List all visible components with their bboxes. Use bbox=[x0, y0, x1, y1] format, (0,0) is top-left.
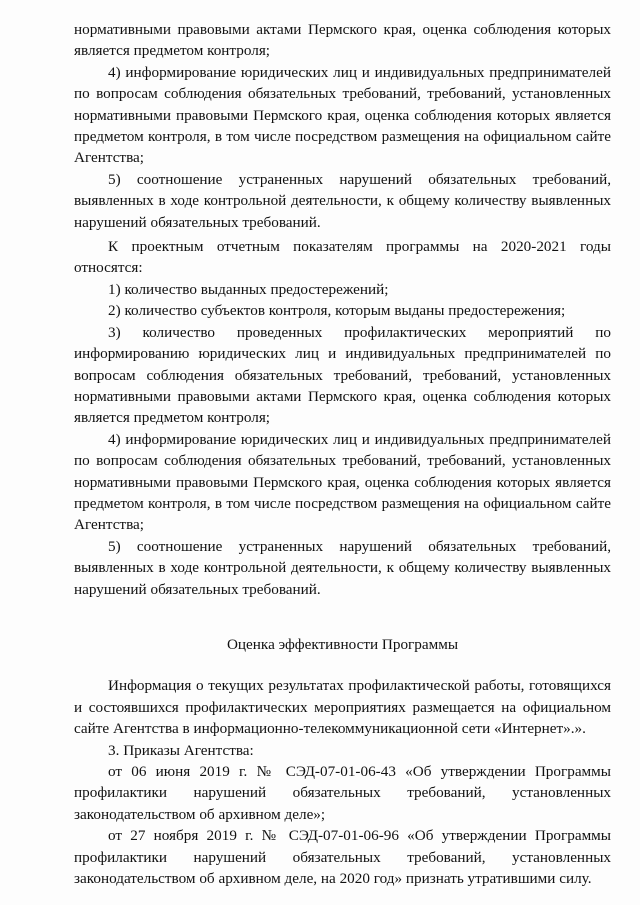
paragraph-ratio: 5) соотношение устраненных нарушений обязательных требований, выявленных в ходе контрольной деятельности, к общему количеству выявленных нарушений обязательных требований. bbox=[74, 170, 611, 231]
document-body bbox=[74, 19, 611, 889]
list-item-events-count: 3) количество проведенных профилактических мероприятий по информированию юридических лиц и индивидуальных предпринимателей по вопросам соблюдения обязательных требований, требований, установленных нормативными правовыми актами Пермского края, оценка соблюдения которых является предметом контроля; bbox=[74, 323, 611, 427]
list-item-subjects-count: 2) количество субъектов контроля, которым выданы предостережения; bbox=[108, 302, 566, 320]
section-heading: Оценка эффективности Программы bbox=[226, 635, 459, 653]
list-item-ratio: 5) соотношение устраненных нарушений обязательных требований, выявленных в ходе контрольной деятельности, к общему количеству выявленных нарушений обязательных требований. bbox=[74, 537, 611, 598]
order-item-2: от 27 ноября 2019 г. № СЭД-07-01-06-96 «Об утверждении Программы профилактики нарушений обязательных требований, установленных законодательством об архивном деле, на 2020 год» признать утратившими силу. bbox=[74, 827, 611, 888]
order-item-1: от 06 июня 2019 г. № СЭД-07-01-06-43 «Об утверждении Программы профилактики нарушений обязательных требований, установленных законодательством об архивном деле»; bbox=[74, 763, 611, 823]
section-3-heading: 3. Приказы Агентства: bbox=[108, 741, 254, 759]
paragraph-indicators-intro: К проектным отчетным показателям программы на 2020-2021 годы относятся: bbox=[74, 238, 611, 277]
list-item-informing: 4) информирование юридических лиц и индивидуальных предпринимателей по вопросам соблюдения обязательных требований, требований, установленных нормативными правовыми Пермского края, оценка соблюдения которых является предметом контроля, в том числе посредством размещения на официальном сайте Агентства; bbox=[74, 430, 611, 534]
list-item-warnings-count: 1) количество выданных предостережений; bbox=[108, 280, 389, 298]
paragraph-information: Информация о текущих результатах профилактической работы, готовящихся и состоявшихся профилактических мероприятиях размещается на официальном сайте Агентства в информационно-телекоммуникационной сети «Интернет».». bbox=[74, 677, 611, 738]
paragraph-informing: 4) информирование юридических лиц и индивидуальных предпринимателей по вопросам соблюдения обязательных требований, требований, установленных нормативными правовыми Пермского края, оценка соблюдения которых является предметом контроля, в том числе посредством размещения на официальном сайте Агентства; bbox=[74, 63, 611, 167]
paragraph-continuation: нормативными правовыми актами Пермского края, оценка соблюдения которых является предметом контроля; bbox=[74, 21, 611, 60]
